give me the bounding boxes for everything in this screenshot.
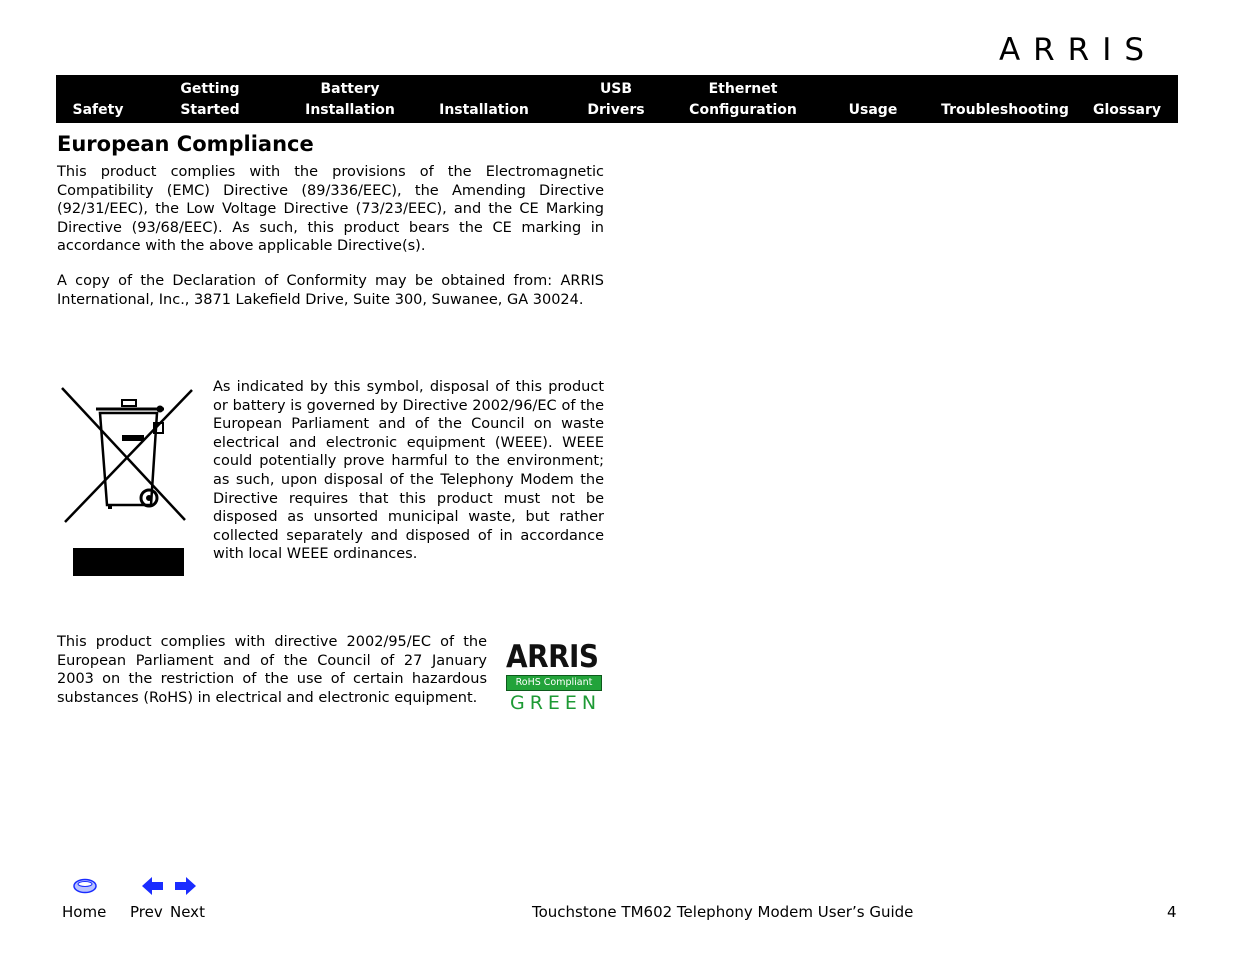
nav-troubleshooting[interactable] xyxy=(936,75,1074,123)
weee-black-bar xyxy=(73,548,184,576)
rohs-badge-band: RoHS Compliant xyxy=(506,675,602,691)
prev-arrow-icon[interactable] xyxy=(142,877,164,895)
emc-compliance-paragraph: This product complies with the provisions of the Electromagnetic Compatibility (EMC) Directive (89/336/EEC), the Amending Directive (92/31/EEC), the Low Voltage Directive (73/23/EEC), and the CE Marking Directive (93/68/EEC). As such, this product bears the CE marking in accordance with the above applicable Directive(s). xyxy=(57,164,604,255)
page-number: 4 xyxy=(1167,903,1177,921)
svg-text:ARRIS: ARRIS xyxy=(998,32,1158,66)
nav-getting-started-label: Started xyxy=(180,102,240,118)
weee-paragraph: As indicated by this symbol, disposal of this product or battery is governed by Directive 2002/96/EC of the European Parliament and of the Council on waste electrical and electronic equipment (WEEE). WEEE could potentially prove harmful to the environment; as such, upon disposal of the Telephony Modem the Directive requires that this product must not be disposed as unsorted municipal waste, but rather collected separately and disposed of in accordance with local WEEE ordinances. xyxy=(213,379,604,563)
next-link[interactable]: Next xyxy=(170,903,205,921)
document-title: Touchstone TM602 Telephony Modem User’s Guide xyxy=(532,903,914,921)
nav-usage-label: Usage xyxy=(848,102,898,118)
nav-ethernet-configuration-label: Configuration xyxy=(689,102,797,118)
declaration-paragraph: A copy of the Declaration of Conformity may be obtained from: ARRIS International, Inc., 3871 Lakefield Drive, Suite 300, Suwanee, GA 30024. xyxy=(57,273,604,308)
nav-ethernet-configuration[interactable]: Ethernet Configuration xyxy=(682,75,804,123)
nav-glossary[interactable] xyxy=(1086,75,1168,123)
home-link[interactable]: Home xyxy=(62,903,107,921)
nav-glossary-label: Glossary xyxy=(1092,102,1162,118)
nav-safety[interactable] xyxy=(56,75,140,123)
arris-logo xyxy=(978,30,1178,66)
nav-battery-installation[interactable]: Battery Installation xyxy=(296,75,404,123)
page-title: European Compliance xyxy=(57,132,314,156)
prev-link[interactable]: Prev xyxy=(130,903,163,921)
nav-installation-label: Installation xyxy=(439,102,529,118)
nav-usage[interactable] xyxy=(833,75,913,123)
nav-troubleshooting-label: Troubleshooting xyxy=(941,102,1069,118)
nav-safety-label: Safety xyxy=(72,102,124,118)
weee-bin-icon xyxy=(60,385,195,525)
top-nav xyxy=(56,75,1178,123)
rohs-badge-green: GREEN xyxy=(510,692,602,714)
nav-installation[interactable] xyxy=(430,75,538,123)
nav-getting-started[interactable]: Getting Started xyxy=(168,75,252,123)
rohs-compliant-badge xyxy=(504,640,604,716)
rohs-paragraph: This product complies with directive 2002/95/EC of the European Parliament and of the Council of 27 January 2003 on the restriction of the use of certain hazardous substances (RoHS) in electrical and electronic equipment. xyxy=(57,634,487,706)
nav-battery-installation-label: Installation xyxy=(305,102,395,118)
rohs-badge-brand: ARRIS xyxy=(506,639,599,675)
next-arrow-icon[interactable] xyxy=(174,877,196,895)
home-icon[interactable] xyxy=(73,878,97,894)
arris-logo-mark xyxy=(978,30,1178,66)
nav-usb-drivers-label: Drivers xyxy=(587,102,645,118)
nav-usb-drivers[interactable]: USB Drivers xyxy=(571,75,661,123)
